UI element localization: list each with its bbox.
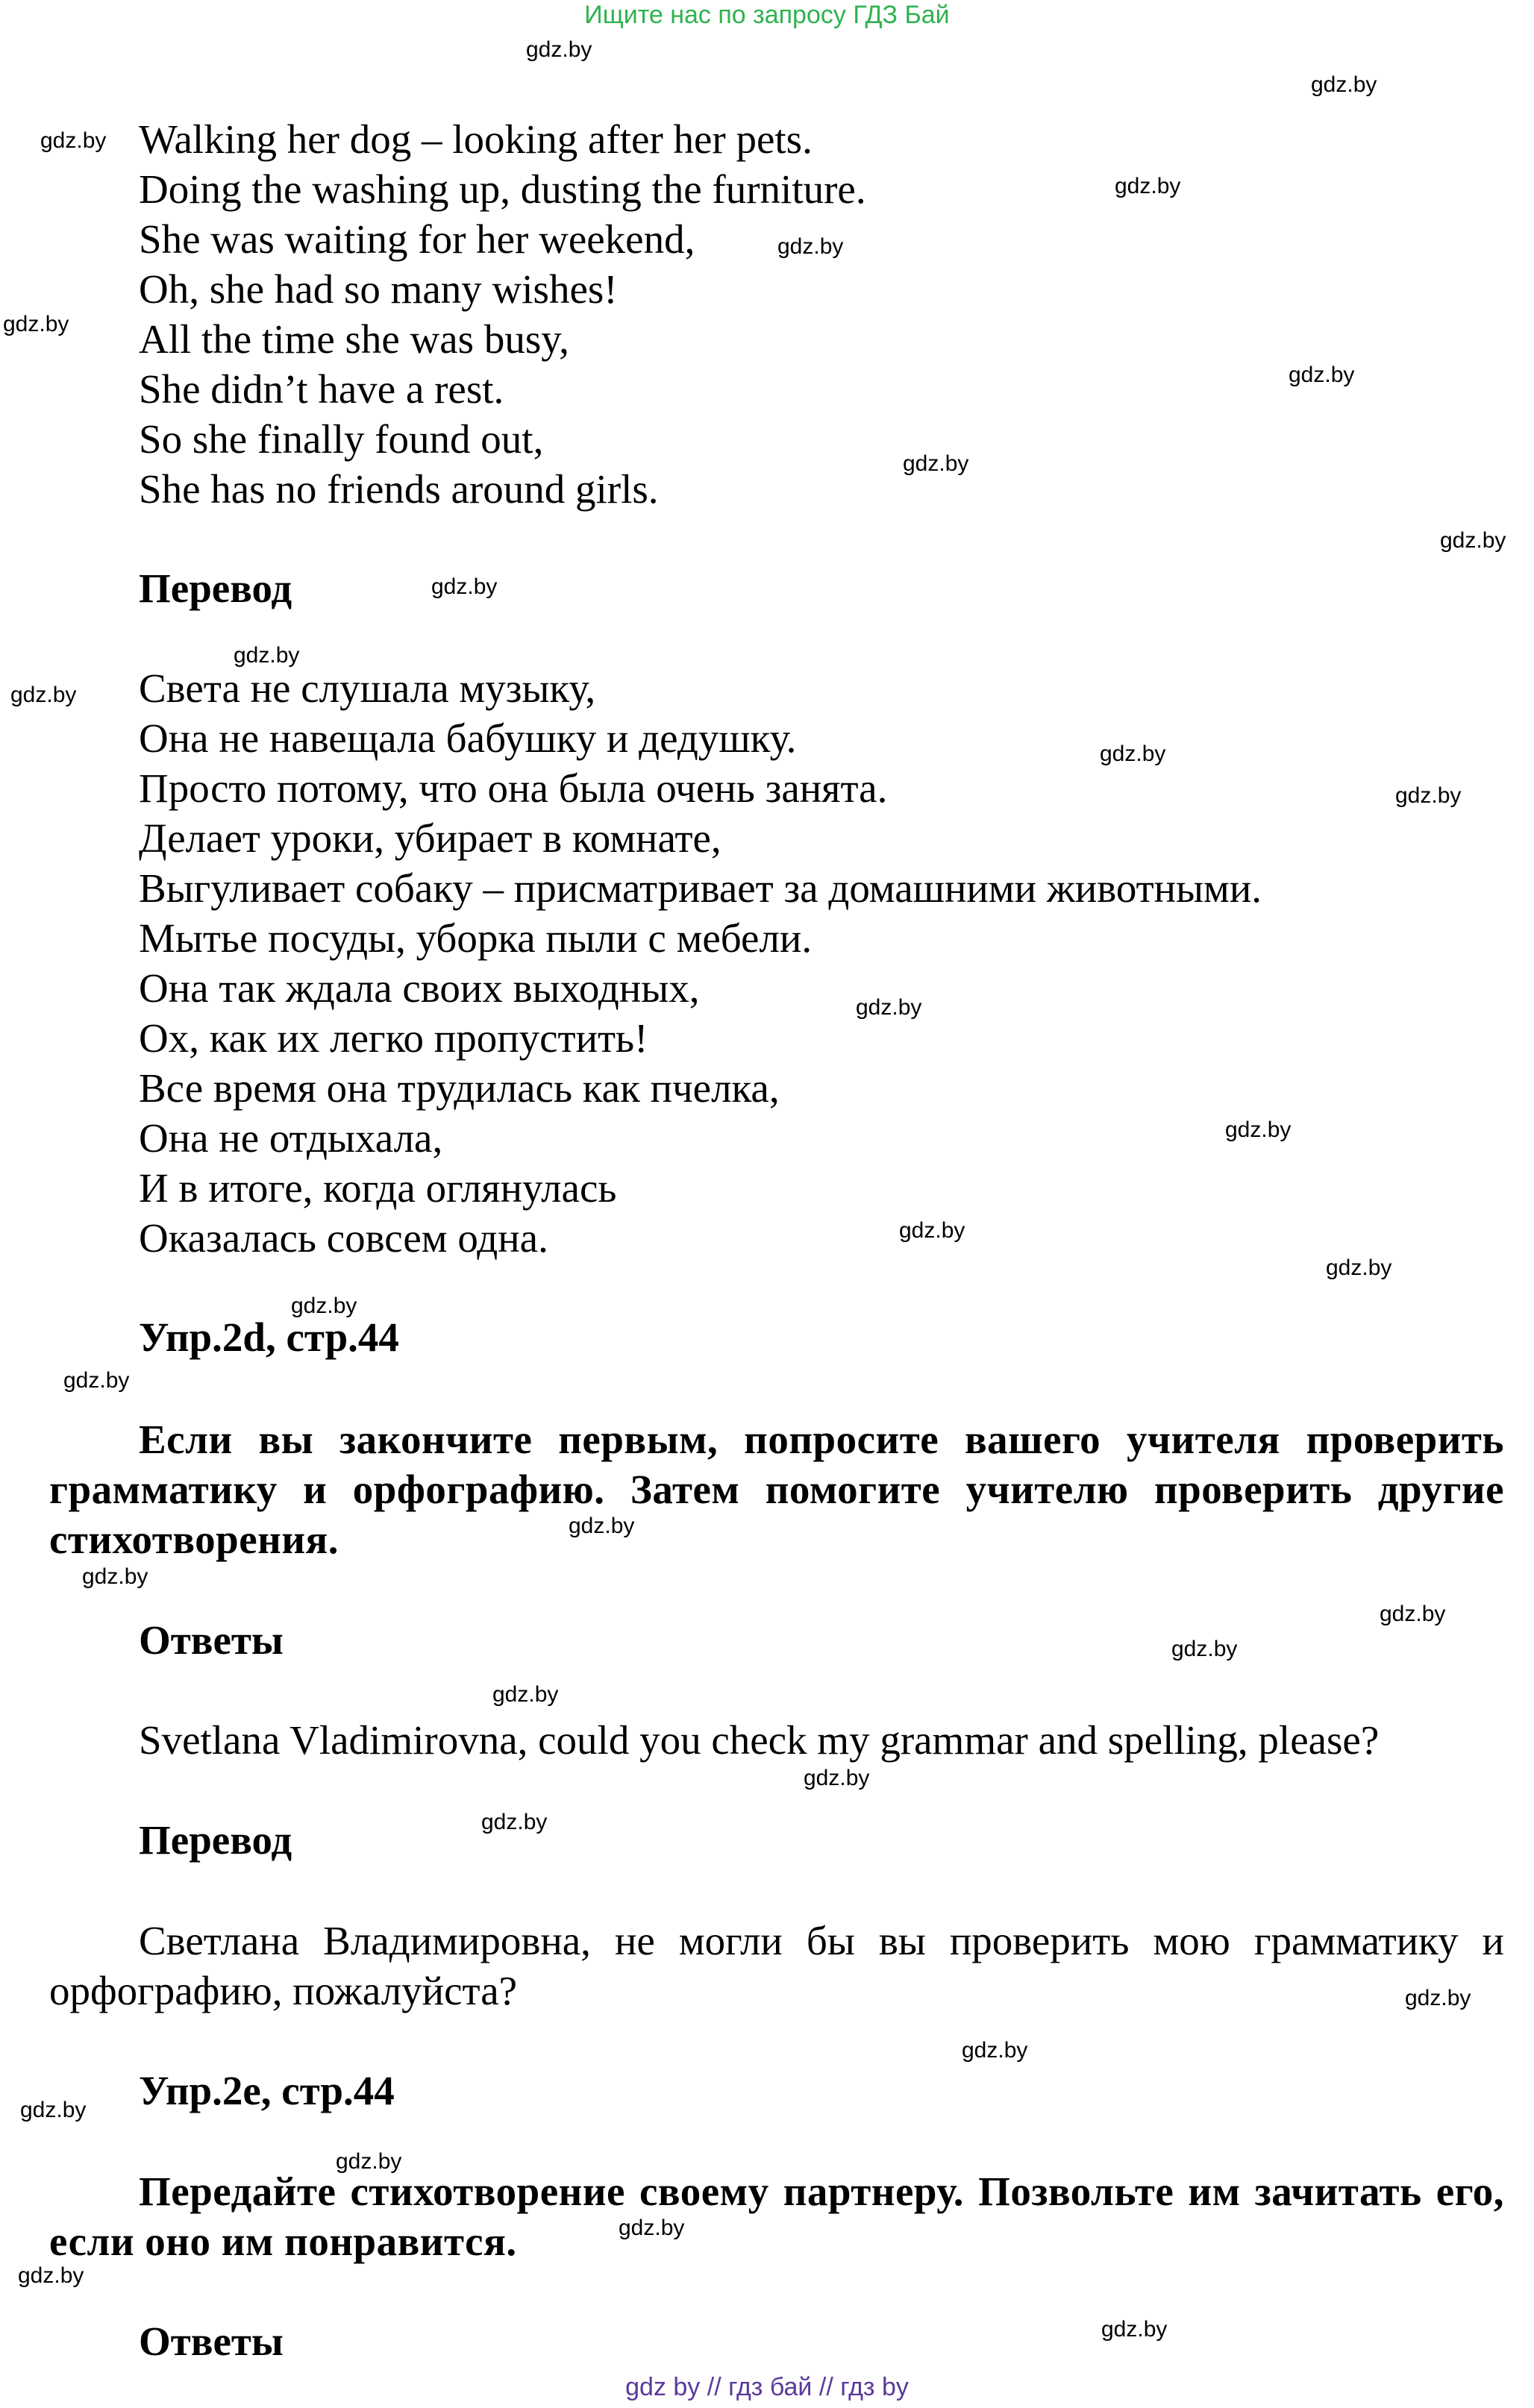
poem-ru-line: Выгуливает собаку – присматривает за домашними животными. xyxy=(139,865,1262,911)
watermark-text: gdz.by xyxy=(1326,1255,1392,1280)
poem-en-line: All the time she was busy, xyxy=(139,316,569,362)
answers-heading: Ответы xyxy=(139,1617,284,1663)
watermark-text: gdz.by xyxy=(1225,1117,1292,1142)
poem-ru-line: Все время она трудилась как пчелка, xyxy=(139,1065,780,1111)
poem-ru-line: Света не слушала музыку, xyxy=(139,665,596,711)
poem-en-line: Walking her dog – looking after her pets. xyxy=(139,116,813,162)
answers-heading: Ответы xyxy=(139,2318,284,2364)
poem-ru-line: Она не отдыхала, xyxy=(139,1115,443,1161)
watermark-text: gdz.by xyxy=(856,995,922,1020)
poem-ru-line: Оказалась совсем одна. xyxy=(139,1215,548,1261)
watermark-text: gdz.by xyxy=(569,1514,635,1538)
exercise-2d-translation: Светлана Владимировна, не могли бы вы проверить мою грамматику и орфографию, пожалуйста? xyxy=(49,1918,1504,2013)
translation-heading: Перевод xyxy=(139,565,292,611)
watermark-text: gdz.by xyxy=(1380,1602,1446,1626)
exercise-2d-title: Упр.2d, стр.44 xyxy=(139,1314,399,1360)
poem-en-line: She has no friends around girls. xyxy=(139,466,659,512)
poem-ru-line: Она так ждала своих выходных, xyxy=(139,965,700,1011)
watermark-text: gdz.by xyxy=(804,1766,870,1790)
watermark-text: gdz.by xyxy=(3,312,69,336)
exercise-2e-title: Упр.2е, стр.44 xyxy=(139,2068,395,2113)
poem-ru-line: И в итоге, когда оглянулась xyxy=(139,1165,617,1211)
watermark-text: gdz.by xyxy=(82,1564,148,1589)
translation-heading: Перевод xyxy=(139,1817,292,1863)
poem-en-line: She didn’t have a rest. xyxy=(139,366,504,412)
header-search-hint-link[interactable]: Ищите нас по запросу ГДЗ Бай xyxy=(584,1,950,29)
watermark-text: gdz.by xyxy=(481,1810,548,1834)
watermark-text: gdz.by xyxy=(10,683,77,707)
watermark-text: gdz.by xyxy=(336,2149,402,2174)
watermark-text: gdz.by xyxy=(1395,783,1462,808)
watermark-text: gdz.by xyxy=(291,1294,357,1318)
watermark-text: gdz.by xyxy=(962,2038,1028,2063)
watermark-text: gdz.by xyxy=(20,2098,87,2122)
watermark-text: gdz.by xyxy=(18,2263,84,2288)
watermark-text: gdz.by xyxy=(899,1218,965,1243)
watermark-text: gdz.by xyxy=(903,451,969,476)
watermark-text: gdz.by xyxy=(1100,741,1166,766)
watermark-text: gdz.by xyxy=(63,1368,130,1393)
watermark-text: gdz.by xyxy=(431,574,498,599)
poem-ru-line: Просто потому, что она была очень занята. xyxy=(139,765,888,811)
poem-en-line: Doing the washing up, dusting the furniture. xyxy=(139,166,866,212)
watermark-text: gdz.by xyxy=(526,37,592,62)
watermark-text: gdz.by xyxy=(1101,2317,1168,2342)
poem-en-line: Oh, she had so many wishes! xyxy=(139,266,618,312)
watermark-text: gdz.by xyxy=(1405,1986,1471,2010)
watermark-text: gdz.by xyxy=(1171,1637,1238,1661)
poem-en-line: So she finally found out, xyxy=(139,416,544,462)
exercise-2e-task: Передайте стихотворение своему партнеру. Позвольте им зачитать его, если оно им понравится. xyxy=(49,2169,1504,2264)
watermark-text: gdz.by xyxy=(619,2216,685,2240)
poem-ru-line: Мытье посуды, уборка пыли с мебели. xyxy=(139,915,813,961)
watermark-text: gdz.by xyxy=(40,128,107,153)
exercise-2d-task: Если вы закончите первым, попросите вашего учителя проверить грамматику и орфографию. Затем помогите учителю проверить другие стихотворения. xyxy=(49,1417,1504,1562)
watermark-text: gdz.by xyxy=(234,643,300,668)
watermark-text: gdz.by xyxy=(1289,363,1355,387)
watermark-text: gdz.by xyxy=(1440,528,1506,553)
watermark-text: gdz.by xyxy=(777,234,844,259)
footer-links[interactable]: gdz by // гдз бай // гдз by xyxy=(625,2373,909,2401)
poem-ru-line: Делает уроки, убирает в комнате, xyxy=(139,815,721,861)
watermark-text: gdz.by xyxy=(1311,72,1377,97)
exercise-2d-answer: Svetlana Vladimirovna, could you check my grammar and spelling, please? xyxy=(139,1717,1380,1763)
watermark-text: gdz.by xyxy=(1115,174,1181,198)
poem-ru-line: Ох, как их легко пропустить! xyxy=(139,1015,648,1061)
poem-ru-line: Она не навещала бабушку и дедушку. xyxy=(139,715,797,761)
poem-en-line: She was waiting for her weekend, xyxy=(139,216,695,262)
watermark-text: gdz.by xyxy=(492,1682,559,1707)
